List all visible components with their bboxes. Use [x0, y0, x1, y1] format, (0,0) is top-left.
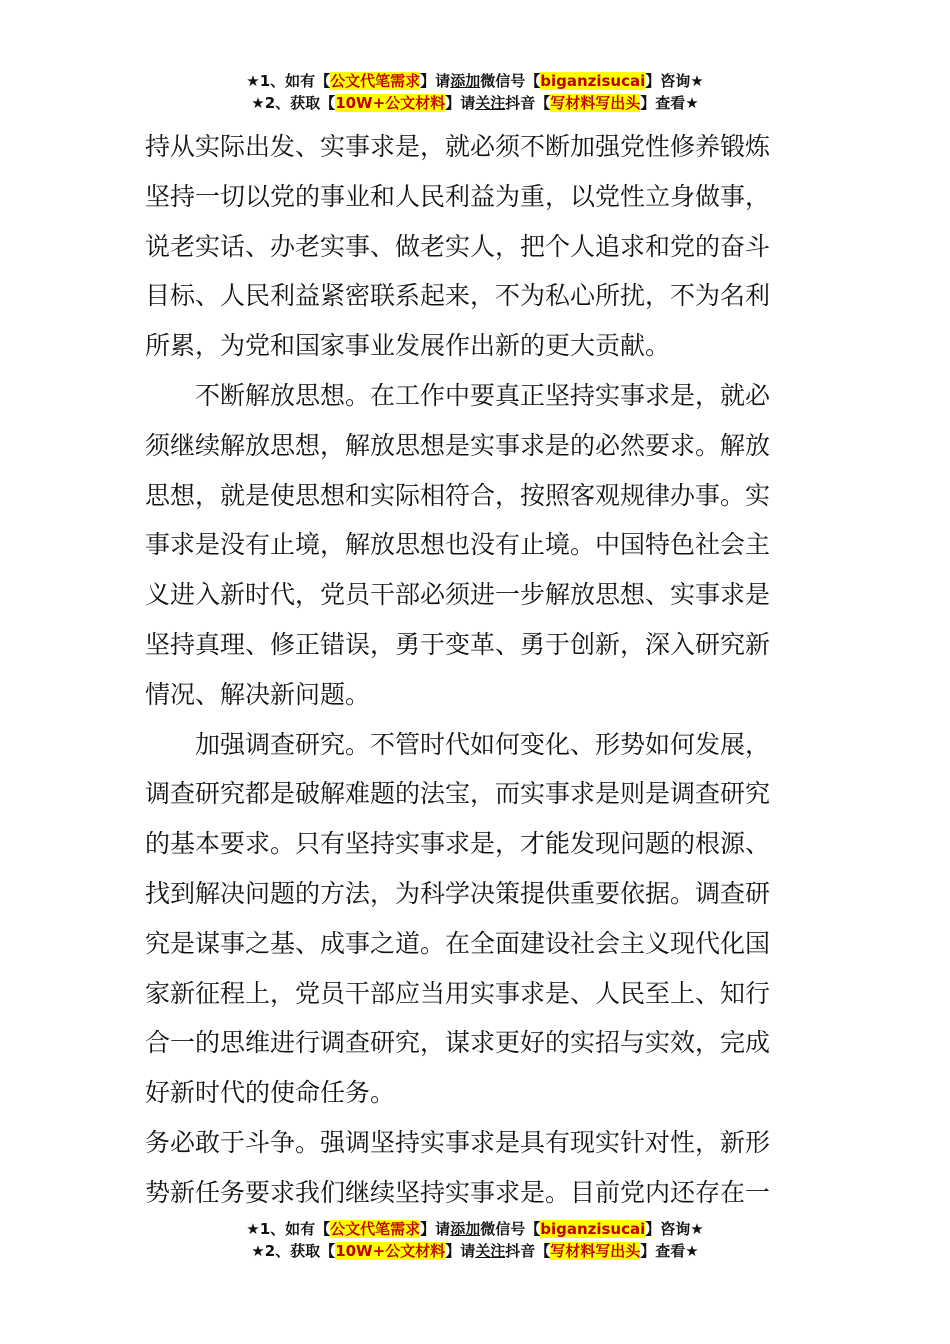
- highlight-douyin-account: 写材料写出头: [550, 94, 641, 112]
- footer-banner: [0, 1218, 950, 1262]
- highlight-materials: 10W+公文材料: [335, 1242, 446, 1260]
- text-line: 好新时代的使命任务。: [145, 1078, 396, 1108]
- text-line: 须继续解放思想，解放思想是实事求是的必然要求。解放: [145, 430, 771, 460]
- text-line: 思想，就是使思想和实际相符合，按照客观规律办事。实: [145, 480, 771, 510]
- text-line: 调查研究都是破解难题的法宝，而实事求是则是调查研究: [145, 779, 771, 809]
- banner-line-2: ★2、获取【10W+公文材料】请关注抖音【写材料写出头】查看★: [251, 1242, 699, 1260]
- highlight-ghostwriting: 公文代笔需求: [330, 1220, 421, 1238]
- paragraph-heading-line: 不断解放思想。在工作中要真正坚持实事求是，就必: [195, 380, 771, 410]
- text-line: 合一的思维进行调查研究，谋求更好的实招与实效，完成: [145, 1028, 771, 1058]
- paragraph-heading-line: 务必敢于斗争。强调坚持实事求是具有现实针对性，新形: [145, 1127, 771, 1157]
- text-line: 家新征程上，党员干部应当用实事求是、人民至上、知行: [145, 978, 771, 1008]
- highlight-douyin-account: 写材料写出头: [550, 1242, 641, 1260]
- highlight-materials: 10W+公文材料: [335, 94, 446, 112]
- header-banner: [0, 70, 950, 114]
- text-line: 所累，为党和国家事业发展作出新的更大贡献。: [145, 331, 671, 361]
- text-line: 的基本要求。只有坚持实事求是，才能发现问题的根源、: [145, 829, 771, 859]
- text-line: 说老实话、办老实事、做老实人，把个人追求和党的奋斗: [145, 231, 771, 261]
- text-line: 目标、人民利益紧密联系起来，不为私心所扰，不为名利: [145, 281, 771, 311]
- highlight-ghostwriting: 公文代笔需求: [330, 72, 421, 90]
- highlight-wechat-id: biganzisucai: [540, 1220, 646, 1238]
- text-line: 坚持真理、修正错误，勇于变革、勇于创新，深入研究新: [145, 629, 771, 659]
- text-line: 究是谋事之基、成事之道。在全面建设社会主义现代化国: [145, 928, 771, 958]
- text-line: 义进入新时代，党员干部必须进一步解放思想、实事求是: [145, 580, 771, 610]
- text-line: 事求是没有止境，解放思想也没有止境。中国特色社会主: [145, 530, 771, 560]
- text-line: 势新任务要求我们继续坚持实事求是。目前党内还存在一: [145, 1177, 771, 1207]
- text-line: 持从实际出发、实事求是，就必须不断加强党性修养锻炼: [145, 132, 771, 161]
- banner-line-1: ★1、如有【公文代笔需求】请添加微信号【biganzisucai】咨询★: [246, 1220, 704, 1238]
- banner-line-2: ★2、获取【10W+公文材料】请关注抖音【写材料写出头】查看★: [251, 94, 699, 112]
- text-line: 坚持一切以党的事业和人民利益为重，以党性立身做事，: [145, 181, 771, 211]
- text-line: 情况、解决新问题。: [145, 679, 371, 709]
- banner-line-1: ★1、如有【公文代笔需求】请添加微信号【biganzisucai】咨询★: [246, 72, 704, 90]
- document-body: [145, 122, 810, 1218]
- text-line: 找到解决问题的方法，为科学决策提供重要依据。调查研: [145, 878, 771, 908]
- paragraph-heading-line: 加强调查研究。不管时代如何变化、形势如何发展，: [195, 729, 771, 759]
- highlight-wechat-id: biganzisucai: [540, 72, 646, 90]
